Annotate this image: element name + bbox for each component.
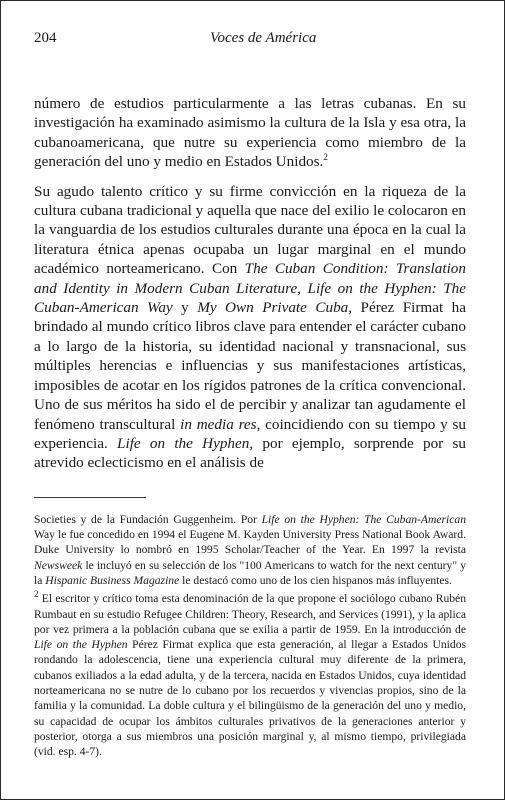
book-title-cuban-condition: The Cuban Condition: Translation and Identity in Modern Cuban Literature, Life on the Hyphen: The Cuban-American Way [34, 260, 466, 317]
phrase-in-media-res: in media res [180, 415, 257, 433]
main-text [34, 94, 466, 473]
paragraph-1-text: número de estudios particularmente a las letras cubanas. En su investigación ha examinado asimismo la cultura de la Isla y esa otra, la cubanoamericana, que nutre su experiencia como miembro de la generación del uno y medio en Estados Unidos. [34, 95, 466, 171]
running-title: Voces de América [210, 30, 317, 46]
paragraph-2-text-1: Su agudo talento crítico y su firme convicción en la riqueza de la cultura cubana tradicional y aquella que nace del exilio le colocaron en la vanguardia de los estudios culturales durante una época en la cual la literatura étnica apenas ocupaba un lugar marginal en el mundo académico norteamericano. Con [34, 182, 466, 278]
footnote-2 [34, 591, 466, 759]
footnote-separator [34, 497, 146, 498]
paragraph-2-text-4: , coincidiendo con su tiempo y su experiencia. [34, 415, 466, 452]
paragraph-2-text-2: y [172, 299, 198, 317]
footnote-2-marker: 2 [34, 589, 39, 600]
footnote-2-italic-1: Life on the Hyphen [34, 638, 128, 652]
footnote-1-italic-3: Hispanic Business Magazine [45, 573, 180, 587]
book-title-private-cuba: My Own Private Cuba [197, 299, 349, 317]
book-page [34, 30, 466, 759]
footnote-2-text-2: Pérez Firmat explica que esta generación, al llegar a Estados Unidos rondando la adolescencia, tiene una experiencia cultural muy diferente de la primera, cubanos exiliados a la edad adulta, y de la tercera, nacida en Estados Unidos, cuya identidad norteamericana no se nutre de lo cubano por los recuerdos y vivencias propios, sino de la familia y la comunidad. La doble cultura y el bilingüismo de la generación del uno y medio, su capacidad de ocupar los ámbitos culturales privativos de la generaciones anterior y posterior, otorga a sus miembros una posición marginal y, al mismo tiempo, privilegiada (vid. esp. 4-7). [34, 638, 467, 759]
book-title-life-on-the-hyphen: Life on the Hyphen [117, 434, 250, 452]
paragraph-1 [34, 94, 466, 172]
footnote-continued [34, 512, 466, 588]
paragraph-2-text-5: , por ejemplo, sorprende por su atrevido eclecticismo en el análisis de [34, 434, 466, 472]
paragraph-2 [34, 182, 466, 473]
footnote-reference: 2 [323, 152, 328, 163]
page-number: 204 [34, 30, 57, 46]
footnote-1-text-2: Way le fue concedido en 1994 el Eugene M. Kayden University Press National Book Award. Duke University lo nombró en 1995 Scholar/Teacher of the Year. En 1997 la revista [34, 528, 466, 557]
footnote-1-italic-1: Life on the Hyphen: The Cuban-American [261, 512, 466, 526]
footnotes [34, 512, 466, 760]
footnote-1-text-1: Societies y de la Fundación Guggenheim. Por [34, 512, 262, 526]
footnote-1-italic-2: Newsweek [34, 558, 83, 572]
footnote-2-text-1: El escritor y crítico toma esta denominación de la que propone el sociólogo cubano Rubén Rumbaut en su estudio Refugee Children: Theory, Research, and Services (1991), y la aplica por vez primera a la población cubana que se exilia a partir de 1959. En la introducción de [34, 592, 466, 636]
footnote-1-text-4: le destacó como uno de los cien hispanos más influyentes. [179, 573, 452, 587]
running-header [34, 30, 466, 48]
paragraph-2-text-3: , Pérez Firmat ha brindado al mundo crítico libros clave para entender el carácter cubano a lo largo de la historia, su identidad nacional y transnacional, sus múltiples herencias e influencias y sus manifestaciones artísticas, imposibles de acotar en los rígidos patrones de la crítica convencional. Uno de sus méritos ha sido el de percibir y analizar tan agudamente el fenómeno transcultural [34, 299, 467, 433]
footnote-1-text-3: le incluyó en su selección de los "100 Americans to watch for the next century" y la [34, 558, 466, 587]
